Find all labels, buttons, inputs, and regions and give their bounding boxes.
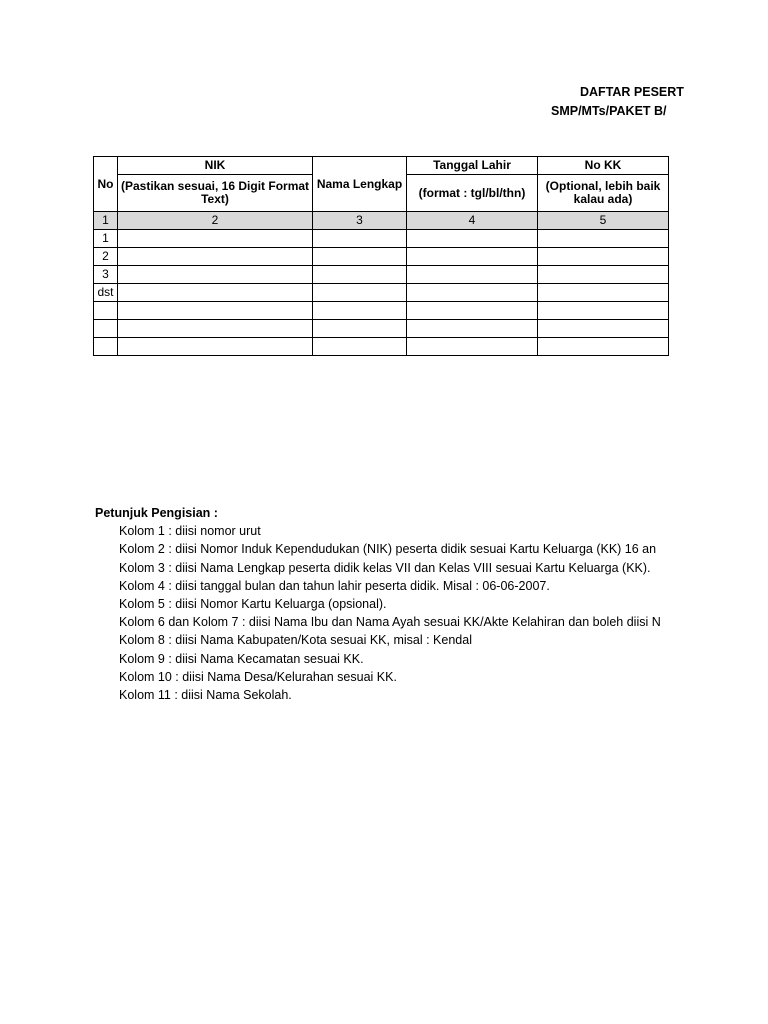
instruction-item: Kolom 10 : diisi Nama Desa/Kelurahan sesuai KK. <box>119 669 397 684</box>
nik-cell[interactable] <box>118 284 313 302</box>
document-title-line2: SMP/MTs/PAKET B/ <box>551 104 667 118</box>
nik-cell[interactable] <box>118 302 313 320</box>
nik-cell[interactable] <box>118 338 313 356</box>
tgl-cell[interactable] <box>407 302 538 320</box>
instructions-heading: Petunjuk Pengisian : <box>95 506 218 520</box>
nik-cell[interactable] <box>118 248 313 266</box>
header-tgl-note: (format : tgl/bl/thn) <box>407 175 538 212</box>
header-kk-title: No KK <box>538 157 669 175</box>
table-row <box>94 320 669 338</box>
table-row <box>94 302 669 320</box>
row-number: 3 <box>94 266 118 284</box>
instruction-item: Kolom 4 : diisi tanggal bulan dan tahun lahir peserta didik. Misal : 06-06-2007. <box>119 578 550 593</box>
header-kk-note: (Optional, lebih baik kalau ada) <box>538 175 669 212</box>
row-number <box>94 302 118 320</box>
nama-cell[interactable] <box>313 284 407 302</box>
row-number: dst <box>94 284 118 302</box>
kk-cell[interactable] <box>538 284 669 302</box>
kk-cell[interactable] <box>538 320 669 338</box>
instruction-item: Kolom 5 : diisi Nomor Kartu Keluarga (opsional). <box>119 597 387 612</box>
row-number <box>94 320 118 338</box>
row-number <box>94 338 118 356</box>
nama-cell[interactable] <box>313 338 407 356</box>
kk-cell[interactable] <box>538 266 669 284</box>
nama-cell[interactable] <box>313 248 407 266</box>
document-title-line1: DAFTAR PESERT <box>580 85 684 99</box>
column-number: 3 <box>313 212 407 230</box>
table-row <box>94 230 669 248</box>
table-row <box>94 284 669 302</box>
column-number: 5 <box>538 212 669 230</box>
participant-table <box>93 156 669 356</box>
kk-cell[interactable] <box>538 230 669 248</box>
column-number: 2 <box>118 212 313 230</box>
instruction-item: Kolom 1 : diisi nomor urut <box>119 524 261 539</box>
row-number: 2 <box>94 248 118 266</box>
table-row <box>94 338 669 356</box>
tgl-cell[interactable] <box>407 284 538 302</box>
column-number: 4 <box>407 212 538 230</box>
nik-cell[interactable] <box>118 320 313 338</box>
nama-cell[interactable] <box>313 302 407 320</box>
nik-cell[interactable] <box>118 230 313 248</box>
nama-cell[interactable] <box>313 320 407 338</box>
instruction-item: Kolom 6 dan Kolom 7 : diisi Nama Ibu dan Nama Ayah sesuai KK/Akte Kelahiran dan boleh diisi N <box>119 615 661 630</box>
column-number: 1 <box>94 212 118 230</box>
nik-cell[interactable] <box>118 266 313 284</box>
header-nik-note: (Pastikan sesuai, 16 Digit Format Text) <box>118 175 313 212</box>
tgl-cell[interactable] <box>407 338 538 356</box>
table-row <box>94 266 669 284</box>
instruction-item: Kolom 9 : diisi Nama Kecamatan sesuai KK. <box>119 651 364 666</box>
column-number-row <box>94 212 669 230</box>
nama-cell[interactable] <box>313 266 407 284</box>
kk-cell[interactable] <box>538 248 669 266</box>
header-nik-title: NIK <box>118 157 313 175</box>
tgl-cell[interactable] <box>407 248 538 266</box>
instruction-item: Kolom 8 : diisi Nama Kabupaten/Kota sesuai KK, misal : Kendal <box>119 633 472 648</box>
table-row <box>94 248 669 266</box>
tgl-cell[interactable] <box>407 230 538 248</box>
tgl-cell[interactable] <box>407 320 538 338</box>
instruction-item: Kolom 3 : diisi Nama Lengkap peserta didik kelas VII dan Kelas VIII sesuai Kartu Keluarga (KK). <box>119 560 651 575</box>
instruction-item: Kolom 2 : diisi Nomor Induk Kependudukan (NIK) peserta didik sesuai Kartu Keluarga (KK) 16 an <box>119 542 657 557</box>
row-number: 1 <box>94 230 118 248</box>
header-nama: Nama Lengkap <box>313 157 407 212</box>
tgl-cell[interactable] <box>407 266 538 284</box>
kk-cell[interactable] <box>538 302 669 320</box>
nama-cell[interactable] <box>313 230 407 248</box>
header-tgl-title: Tanggal Lahir <box>407 157 538 175</box>
instructions <box>95 504 668 704</box>
instruction-item: Kolom 11 : diisi Nama Sekolah. <box>119 688 292 703</box>
kk-cell[interactable] <box>538 338 669 356</box>
header-no: No <box>94 157 118 212</box>
